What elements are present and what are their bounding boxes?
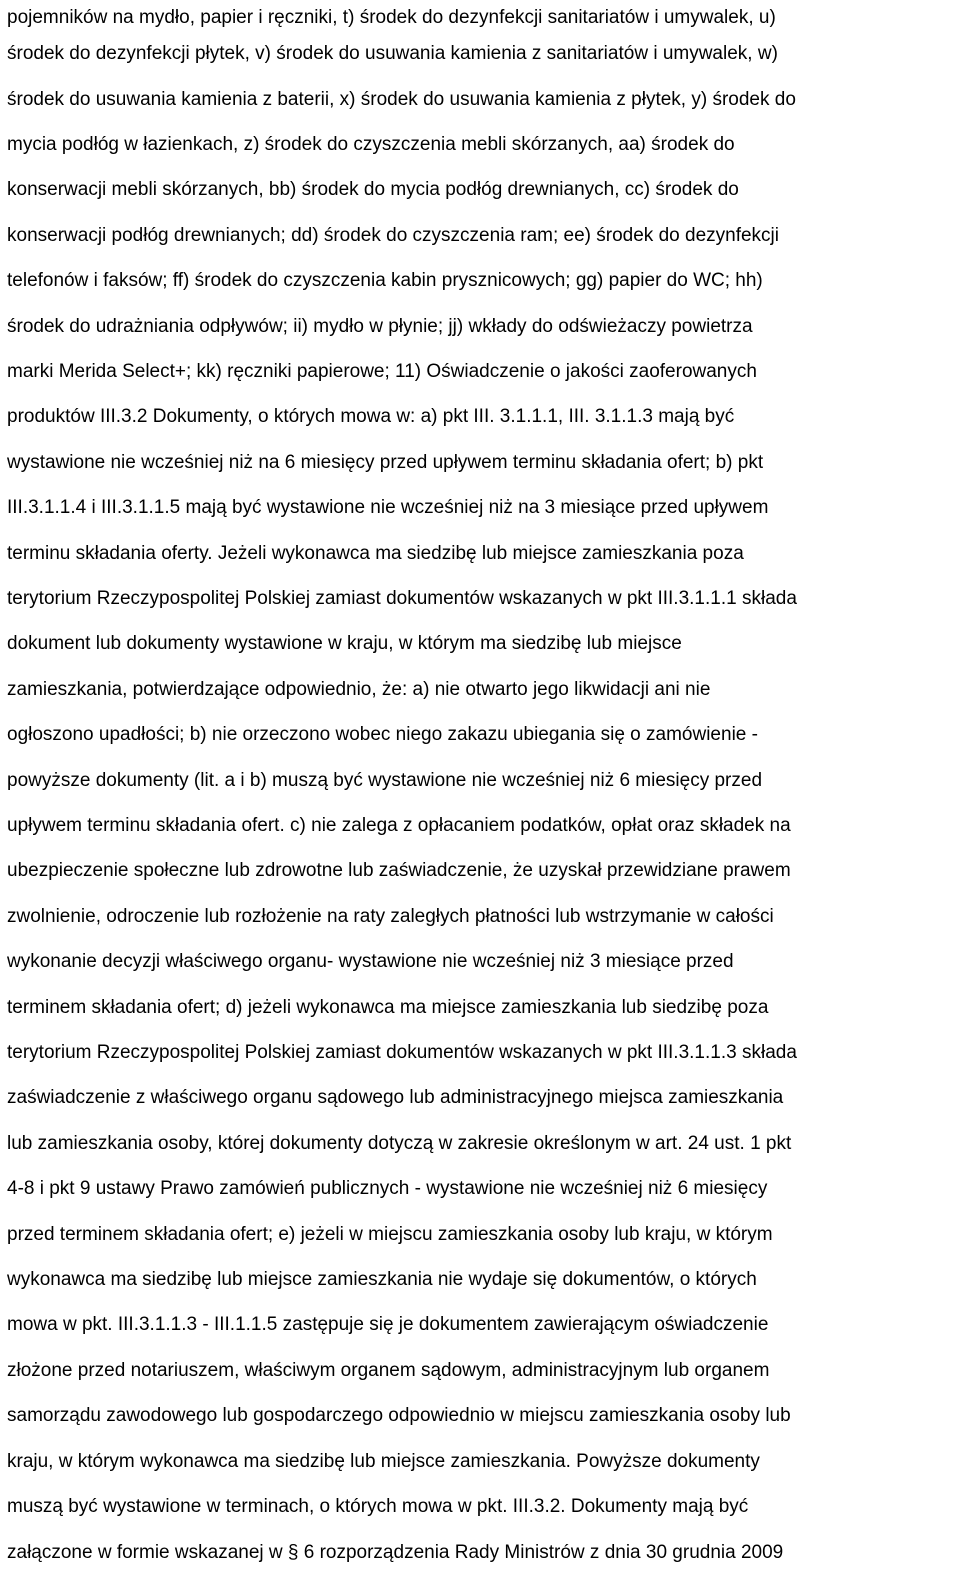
text-line: pojemników na mydło, papier i ręczniki, t) środek do dezynfekcji sanitariatów i umywalek, u) — [7, 7, 776, 28]
text-line: środek do usuwania kamienia z baterii, x) środek do usuwania kamienia z płytek, y) środek do — [7, 89, 796, 110]
text-line: terytorium Rzeczypospolitej Polskiej zamiast dokumentów wskazanych w pkt III.3.1.1.1 składa — [7, 588, 797, 609]
text-line: powyższe dokumenty (lit. a i b) muszą być wystawione nie wcześniej niż 6 miesięcy przed — [7, 770, 763, 791]
text-line: marki Merida Select+; kk) ręczniki papierowe; 11) Oświadczenie o jakości zaoferowanych — [7, 361, 757, 382]
text-line: muszą być wystawione w terminach, o których mowa w pkt. III.3.2. Dokumenty mają być — [7, 1496, 749, 1517]
text-line: wykonawca ma siedzibę lub miejsce zamieszkania nie wydaje się dokumentów, o których — [7, 1269, 757, 1290]
text-line: zaświadczenie z właściwego organu sądowego lub administracyjnego miejsca zamieszkania — [7, 1087, 784, 1108]
text-line: produktów III.3.2 Dokumenty, o których mowa w: a) pkt III. 3.1.1.1, III. 3.1.1.3 mają być — [7, 406, 735, 427]
text-line: samorządu zawodowego lub gospodarczego odpowiednio w miejscu zamieszkania osoby lub — [7, 1405, 791, 1426]
text-line: terminem składania ofert; d) jeżeli wykonawca ma miejsce zamieszkania lub siedzibę poza — [7, 997, 769, 1018]
text-line: mycia podłóg w łazienkach, z) środek do czyszczenia mebli skórzanych, aa) środek do — [7, 134, 735, 155]
text-line: wystawione nie wcześniej niż na 6 miesięcy przed upływem terminu składania ofert; b) pkt — [7, 452, 764, 473]
text-line: przed terminem składania ofert; e) jeżeli w miejscu zamieszkania osoby lub kraju, w którym — [7, 1224, 773, 1245]
text-line: środek do udrażniania odpływów; ii) mydło w płynie; jj) wkłady do odświeżaczy powietrza — [7, 316, 753, 337]
text-line: kraju, w którym wykonawca ma siedzibę lub miejsce zamieszkania. Powyższe dokumenty — [7, 1451, 760, 1472]
text-line: terminu składania oferty. Jeżeli wykonawca ma siedzibę lub miejsce zamieszkania poza — [7, 543, 744, 564]
text-line: zwolnienie, odroczenie lub rozłożenie na raty zaległych płatności lub wstrzymanie w całości — [7, 906, 774, 927]
text-line: konserwacji mebli skórzanych, bb) środek do mycia podłóg drewnianych, cc) środek do — [7, 179, 739, 200]
text-line: złożone przed notariuszem, właściwym organem sądowym, administracyjnym lub organem — [7, 1360, 770, 1381]
text-line: mowa w pkt. III.3.1.1.3 - III.1.1.5 zastępuje się je dokumentem zawierającym oświadczenie — [7, 1314, 769, 1335]
text-line: telefonów i faksów; ff) środek do czyszczenia kabin prysznicowych; gg) papier do WC; hh) — [7, 270, 763, 291]
text-line: załączone w formie wskazanej w § 6 rozporządzenia Rady Ministrów z dnia 30 grudnia 2009 — [7, 1542, 784, 1563]
text-line: 4-8 i pkt 9 ustawy Prawo zamówień publicznych - wystawione nie wcześniej niż 6 miesięcy — [7, 1178, 768, 1199]
text-line: III.3.1.1.4 i III.3.1.1.5 mają być wystawione nie wcześniej niż na 3 miesiące przed upływem — [7, 497, 769, 518]
text-line: zamieszkania, potwierdzające odpowiednio, że: a) nie otwarto jego likwidacji ani nie — [7, 679, 711, 700]
text-line: środek do dezynfekcji płytek, v) środek do usuwania kamienia z sanitariatów i umywalek, w) — [7, 43, 778, 64]
text-line: lub zamieszkania osoby, której dokumenty dotyczą w zakresie określonym w art. 24 ust. 1 pkt — [7, 1133, 792, 1154]
text-line: ogłoszono upadłości; b) nie orzeczono wobec niego zakazu ubiegania się o zamówienie - — [7, 724, 758, 745]
text-line: konserwacji podłóg drewnianych; dd) środek do czyszczenia ram; ee) środek do dezynfekcji — [7, 225, 779, 246]
text-line: dokument lub dokumenty wystawione w kraju, w którym ma siedzibę lub miejsce — [7, 633, 682, 654]
text-line: ubezpieczenie społeczne lub zdrowotne lub zaświadczenie, że uzyskał przewidziane prawem — [7, 860, 791, 881]
text-line: upływem terminu składania ofert. c) nie zalega z opłacaniem podatków, opłat oraz składek na — [7, 815, 791, 836]
text-line: terytorium Rzeczypospolitej Polskiej zamiast dokumentów wskazanych w pkt III.3.1.1.3 składa — [7, 1042, 797, 1063]
text-line: wykonanie decyzji właściwego organu- wystawione nie wcześniej niż 3 miesiące przed — [7, 951, 734, 972]
